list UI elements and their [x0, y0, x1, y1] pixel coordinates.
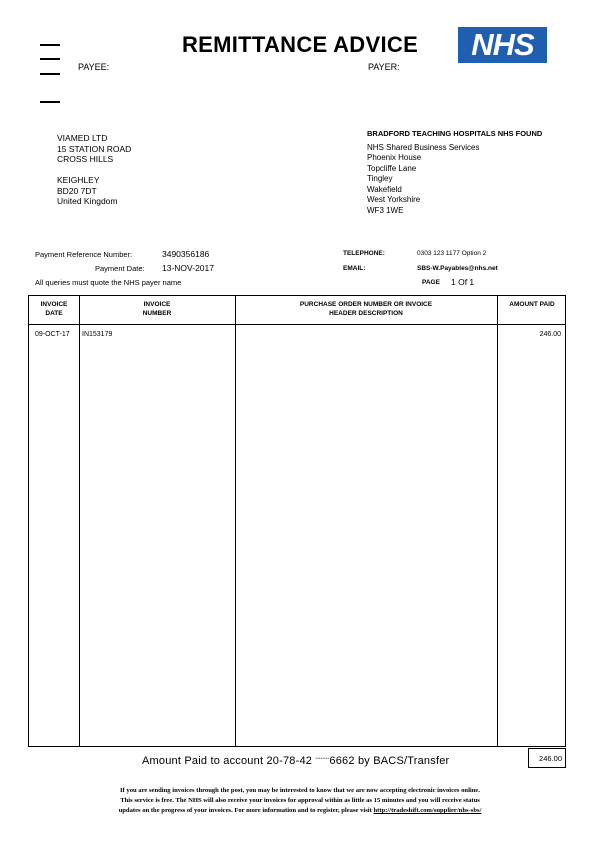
- masked-account: ********: [315, 756, 330, 761]
- margin-mark: [40, 58, 60, 60]
- total-statement: [142, 755, 449, 767]
- payment-date-label: Payment Date:: [95, 264, 145, 273]
- footer-line: This service is free. The NHS will also receive your invoices for approval within as little as 15 minutes and you will receive status: [120, 797, 480, 804]
- telephone-value: 0303 123 1177 Option 2: [417, 250, 487, 257]
- column-divider: [497, 296, 498, 746]
- payer-line: West Yorkshire: [367, 195, 421, 204]
- margin-mark: [40, 73, 60, 75]
- payer-label: PAYER:: [368, 62, 400, 72]
- footer-note: [40, 786, 560, 816]
- header-amount-paid: AMOUNT PAID: [509, 301, 555, 308]
- payee-line: VIAMED LTD: [57, 133, 108, 143]
- column-divider: [235, 296, 236, 746]
- row-invoice-number: IN153179: [82, 331, 113, 338]
- column-divider: [79, 296, 80, 746]
- payee-label: PAYEE:: [78, 62, 110, 72]
- invoice-table: [28, 295, 566, 747]
- payee-address: [57, 133, 131, 207]
- total-text-prefix: Amount Paid to account 20-78-42: [142, 755, 313, 767]
- nhs-logo: NHS: [458, 27, 547, 63]
- payment-reference-value: 3490356186: [162, 249, 210, 259]
- page-title: REMITTANCE ADVICE: [181, 32, 419, 57]
- header-invoice-number: INVOICE NUMBER: [142, 301, 172, 317]
- payee-line: CROSS HILLS: [57, 154, 114, 164]
- payment-date-value: 13-NOV-2017: [162, 263, 214, 273]
- row-amount-paid: 246.00: [539, 331, 561, 338]
- footer-line: [40, 806, 560, 816]
- footer-line-text: updates on the progress of your invoices. For more information and to register, please visit: [118, 807, 372, 814]
- payer-line: WF3 1WE: [367, 205, 404, 215]
- payee-line: KEIGHLEY: [57, 175, 100, 185]
- payer-line: Tingley: [367, 174, 393, 183]
- payee-line: [57, 165, 131, 176]
- payee-line: BD20 7DT: [57, 185, 97, 196]
- payer-line: Wakefield: [367, 184, 402, 194]
- margin-mark: [40, 101, 60, 103]
- page-label: PAGE: [422, 279, 440, 286]
- email-value: SBS-W.Payables@nhs.net: [417, 265, 498, 272]
- page-value: 1 Of 1: [451, 277, 475, 287]
- queries-note: All queries must quote the NHS payer name: [35, 278, 182, 287]
- payer-address: [367, 129, 542, 216]
- row-invoice-date: 09-OCT-17: [35, 331, 70, 338]
- margin-mark: [40, 44, 60, 46]
- payer-line: Phoenix House: [367, 153, 422, 162]
- header-invoice-date: INVOICE DATE: [40, 301, 68, 317]
- total-text-suffix: 6662 by BACS/Transfer: [329, 755, 450, 767]
- tradeshift-link[interactable]: http://tradeshift.com/supplier/nhs-sbs/: [373, 807, 482, 814]
- telephone-label: TELEPHONE:: [343, 250, 385, 257]
- payee-line: United Kingdom: [57, 196, 118, 206]
- total-amount: 246.00: [528, 748, 566, 768]
- payer-line: NHS Shared Business Services: [367, 142, 480, 152]
- payer-name: BRADFORD TEACHING HOSPITALS NHS FOUND: [367, 129, 543, 138]
- email-label: EMAIL:: [343, 265, 366, 272]
- payee-line: 15 STATION ROAD: [57, 143, 132, 154]
- footer-line: If you are sending invoices through the post, you may be interested to know that we are now accepting electronic invoices online.: [119, 787, 481, 794]
- header-divider: [29, 324, 565, 325]
- header-description: PURCHASE ORDER NUMBER OR INVOICE HEADER DESCRIPTION: [299, 301, 433, 317]
- payment-reference-label: Payment Reference Number:: [35, 250, 133, 259]
- payer-line: Topcliffe Lane: [367, 163, 417, 173]
